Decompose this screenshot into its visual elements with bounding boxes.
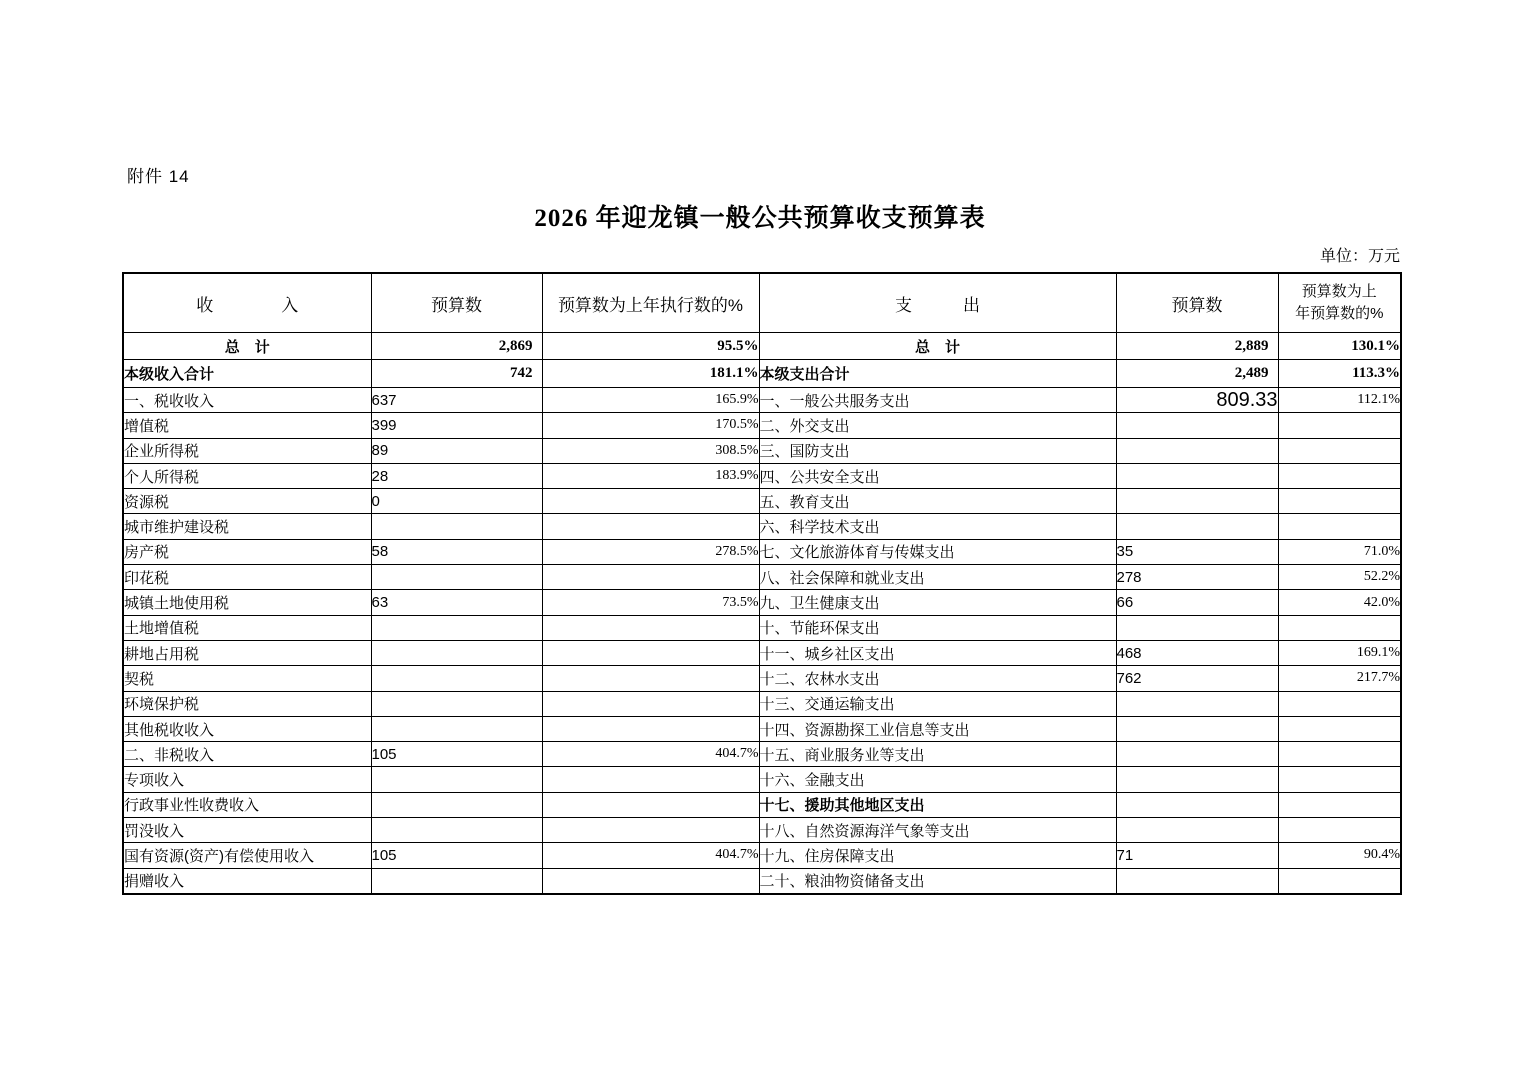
expense-budget-value: 278 (1116, 565, 1278, 590)
expense-pct-value: 112.1% (1278, 388, 1401, 413)
expense-pct-value (1278, 742, 1401, 767)
expense-total-pct: 130.1% (1278, 333, 1401, 360)
expense-item-label: 三、国防支出 (759, 438, 1116, 463)
subtotal-row (123, 360, 1401, 388)
table-row (123, 514, 1401, 539)
income-budget-value: 399 (371, 413, 542, 438)
expense-budget-value: 762 (1116, 666, 1278, 691)
expense-pct-value (1278, 691, 1401, 716)
expense-budget-value: 468 (1116, 640, 1278, 665)
expense-item-label: 五、教育支出 (759, 489, 1116, 514)
expense-budget-value (1116, 489, 1278, 514)
col-header-expense-budget: 预算数 (1116, 273, 1278, 333)
expense-item-label: 十一、城乡社区支出 (759, 640, 1116, 665)
income-item-label: 房产税 (123, 539, 371, 564)
income-budget-value (371, 691, 542, 716)
expense-budget-value (1116, 767, 1278, 792)
expense-budget-value (1116, 792, 1278, 817)
table-row (123, 691, 1401, 716)
expense-item-label: 二、外交支出 (759, 413, 1116, 438)
expense-item-label: 四、公共安全支出 (759, 463, 1116, 488)
expense-pct-value (1278, 463, 1401, 488)
table-row (123, 388, 1401, 413)
income-pct-value (542, 818, 759, 843)
expense-item-label: 九、卫生健康支出 (759, 590, 1116, 615)
income-budget-value (371, 716, 542, 741)
income-item-label: 印花税 (123, 565, 371, 590)
expense-subtotal-pct: 113.3% (1278, 360, 1401, 388)
table-row (123, 489, 1401, 514)
expense-budget-value: 66 (1116, 590, 1278, 615)
expense-subtotal-label: 本级支出合计 (759, 360, 1116, 388)
income-subtotal-pct: 181.1% (542, 360, 759, 388)
page-title: 2026 年迎龙镇一般公共预算收支预算表 (534, 205, 986, 232)
expense-pct-value (1278, 413, 1401, 438)
expense-item-label: 七、文化旅游体育与传媒支出 (759, 539, 1116, 564)
col-header-income-pct: 预算数为上年执行数的% (542, 273, 759, 333)
income-total-label: 总 计 (123, 333, 371, 360)
table-row (123, 868, 1401, 894)
table-row (123, 843, 1401, 868)
income-item-label: 一、税收收入 (123, 388, 371, 413)
income-item-label: 罚没收入 (123, 818, 371, 843)
expense-pct-value (1278, 868, 1401, 894)
expense-budget-value: 809.33 (1116, 388, 1278, 413)
income-pct-value (542, 716, 759, 741)
income-pct-value: 170.5% (542, 413, 759, 438)
income-budget-value: 63 (371, 590, 542, 615)
col-header-expense: 支 出 (759, 273, 1116, 333)
expense-item-label: 一、一般公共服务支出 (759, 388, 1116, 413)
expense-pct-value (1278, 489, 1401, 514)
income-item-label: 环境保护税 (123, 691, 371, 716)
income-item-label: 企业所得税 (123, 438, 371, 463)
col-header-expense-pct-line1: 预算数为上 (1301, 283, 1377, 301)
expense-budget-value (1116, 413, 1278, 438)
expense-budget-value (1116, 716, 1278, 741)
income-pct-value (542, 640, 759, 665)
col-header-income-budget: 预算数 (371, 273, 542, 333)
table-row (123, 413, 1401, 438)
income-budget-value (371, 640, 542, 665)
expense-budget-value (1116, 868, 1278, 894)
table-row (123, 539, 1401, 564)
table-header-row (123, 273, 1401, 333)
income-budget-value (371, 868, 542, 894)
income-pct-value (542, 691, 759, 716)
attachment-label: 附件 14 (127, 167, 190, 186)
expense-budget-value (1116, 615, 1278, 640)
income-pct-value (542, 489, 759, 514)
income-pct-value (542, 514, 759, 539)
table-row (123, 565, 1401, 590)
income-pct-value (542, 565, 759, 590)
income-budget-value (371, 818, 542, 843)
expense-item-label: 十二、农林水支出 (759, 666, 1116, 691)
expense-budget-value (1116, 742, 1278, 767)
income-item-label: 其他税收收入 (123, 716, 371, 741)
col-header-expense-pct-line2: 年预算数的% (1295, 305, 1384, 322)
expense-pct-value: 217.7% (1278, 666, 1401, 691)
expense-pct-value (1278, 514, 1401, 539)
budget-table (122, 272, 1402, 895)
expense-subtotal-budget: 2,489 (1116, 360, 1278, 388)
income-item-label: 城镇土地使用税 (123, 590, 371, 615)
expense-item-label: 十八、自然资源海洋气象等支出 (759, 818, 1116, 843)
expense-pct-value (1278, 615, 1401, 640)
expense-pct-value: 71.0% (1278, 539, 1401, 564)
income-budget-value: 89 (371, 438, 542, 463)
expense-item-label: 十三、交通运输支出 (759, 691, 1116, 716)
income-item-label: 捐赠收入 (123, 868, 371, 894)
table-row (123, 590, 1401, 615)
income-item-label: 城市维护建设税 (123, 514, 371, 539)
income-item-label: 专项收入 (123, 767, 371, 792)
expense-pct-value (1278, 767, 1401, 792)
expense-pct-value: 169.1% (1278, 640, 1401, 665)
expense-budget-value (1116, 514, 1278, 539)
income-pct-value (542, 767, 759, 792)
income-pct-value: 183.9% (542, 463, 759, 488)
expense-item-label: 十、节能环保支出 (759, 615, 1116, 640)
col-header-expense-pct (1278, 273, 1401, 333)
expense-budget-value: 35 (1116, 539, 1278, 564)
income-pct-value (542, 792, 759, 817)
expense-pct-value: 90.4% (1278, 843, 1401, 868)
expense-pct-value (1278, 716, 1401, 741)
col-header-income: 收 入 (123, 273, 371, 333)
income-total-budget: 2,869 (371, 333, 542, 360)
income-budget-value (371, 792, 542, 817)
income-budget-value (371, 767, 542, 792)
expense-item-label: 二十、粮油物资储备支出 (759, 868, 1116, 894)
unit-note: 单位：万元 (1319, 248, 1400, 265)
income-item-label: 契税 (123, 666, 371, 691)
expense-item-label: 十九、住房保障支出 (759, 843, 1116, 868)
income-item-label: 国有资源(资产)有偿使用收入 (123, 843, 371, 868)
table-body (123, 333, 1401, 894)
expense-budget-value: 71 (1116, 843, 1278, 868)
expense-pct-value (1278, 438, 1401, 463)
expense-item-label: 八、社会保障和就业支出 (759, 565, 1116, 590)
income-budget-value: 28 (371, 463, 542, 488)
income-pct-value (542, 615, 759, 640)
income-item-label: 增值税 (123, 413, 371, 438)
expense-pct-value (1278, 792, 1401, 817)
income-pct-value: 165.9% (542, 388, 759, 413)
expense-total-budget: 2,889 (1116, 333, 1278, 360)
table-row (123, 640, 1401, 665)
income-pct-value (542, 666, 759, 691)
income-item-label: 行政事业性收费收入 (123, 792, 371, 817)
income-pct-value: 73.5% (542, 590, 759, 615)
income-budget-value: 58 (371, 539, 542, 564)
expense-total-label: 总 计 (759, 333, 1116, 360)
income-budget-value (371, 615, 542, 640)
expense-item-label: 六、科学技术支出 (759, 514, 1116, 539)
income-budget-value: 0 (371, 489, 542, 514)
income-item-label: 二、非税收入 (123, 742, 371, 767)
income-subtotal-label: 本级收入合计 (123, 360, 371, 388)
income-budget-value: 105 (371, 843, 542, 868)
income-item-label: 个人所得税 (123, 463, 371, 488)
table-row (123, 615, 1401, 640)
table-row (123, 742, 1401, 767)
income-budget-value: 637 (371, 388, 542, 413)
income-total-pct: 95.5% (542, 333, 759, 360)
expense-budget-value (1116, 818, 1278, 843)
expense-item-label: 十五、商业服务业等支出 (759, 742, 1116, 767)
expense-budget-value (1116, 463, 1278, 488)
income-pct-value (542, 868, 759, 894)
expense-budget-value (1116, 691, 1278, 716)
expense-item-label: 十六、金融支出 (759, 767, 1116, 792)
table-row (123, 666, 1401, 691)
income-budget-value (371, 565, 542, 590)
income-item-label: 资源税 (123, 489, 371, 514)
grand-total-row (123, 333, 1401, 360)
table-row (123, 792, 1401, 817)
income-pct-value: 308.5% (542, 438, 759, 463)
expense-pct-value (1278, 818, 1401, 843)
expense-item-label: 十四、资源勘探工业信息等支出 (759, 716, 1116, 741)
income-item-label: 耕地占用税 (123, 640, 371, 665)
expense-pct-value: 52.2% (1278, 565, 1401, 590)
table-row (123, 767, 1401, 792)
income-item-label: 土地增值税 (123, 615, 371, 640)
expense-pct-value: 42.0% (1278, 590, 1401, 615)
table-row (123, 438, 1401, 463)
income-pct-value: 404.7% (542, 843, 759, 868)
table-row (123, 818, 1401, 843)
income-pct-value: 278.5% (542, 539, 759, 564)
expense-item-label: 十七、援助其他地区支出 (759, 792, 1116, 817)
income-subtotal-budget: 742 (371, 360, 542, 388)
income-budget-value (371, 514, 542, 539)
expense-budget-value (1116, 438, 1278, 463)
table-row (123, 463, 1401, 488)
income-budget-value: 105 (371, 742, 542, 767)
table-row (123, 716, 1401, 741)
income-budget-value (371, 666, 542, 691)
income-pct-value: 404.7% (542, 742, 759, 767)
